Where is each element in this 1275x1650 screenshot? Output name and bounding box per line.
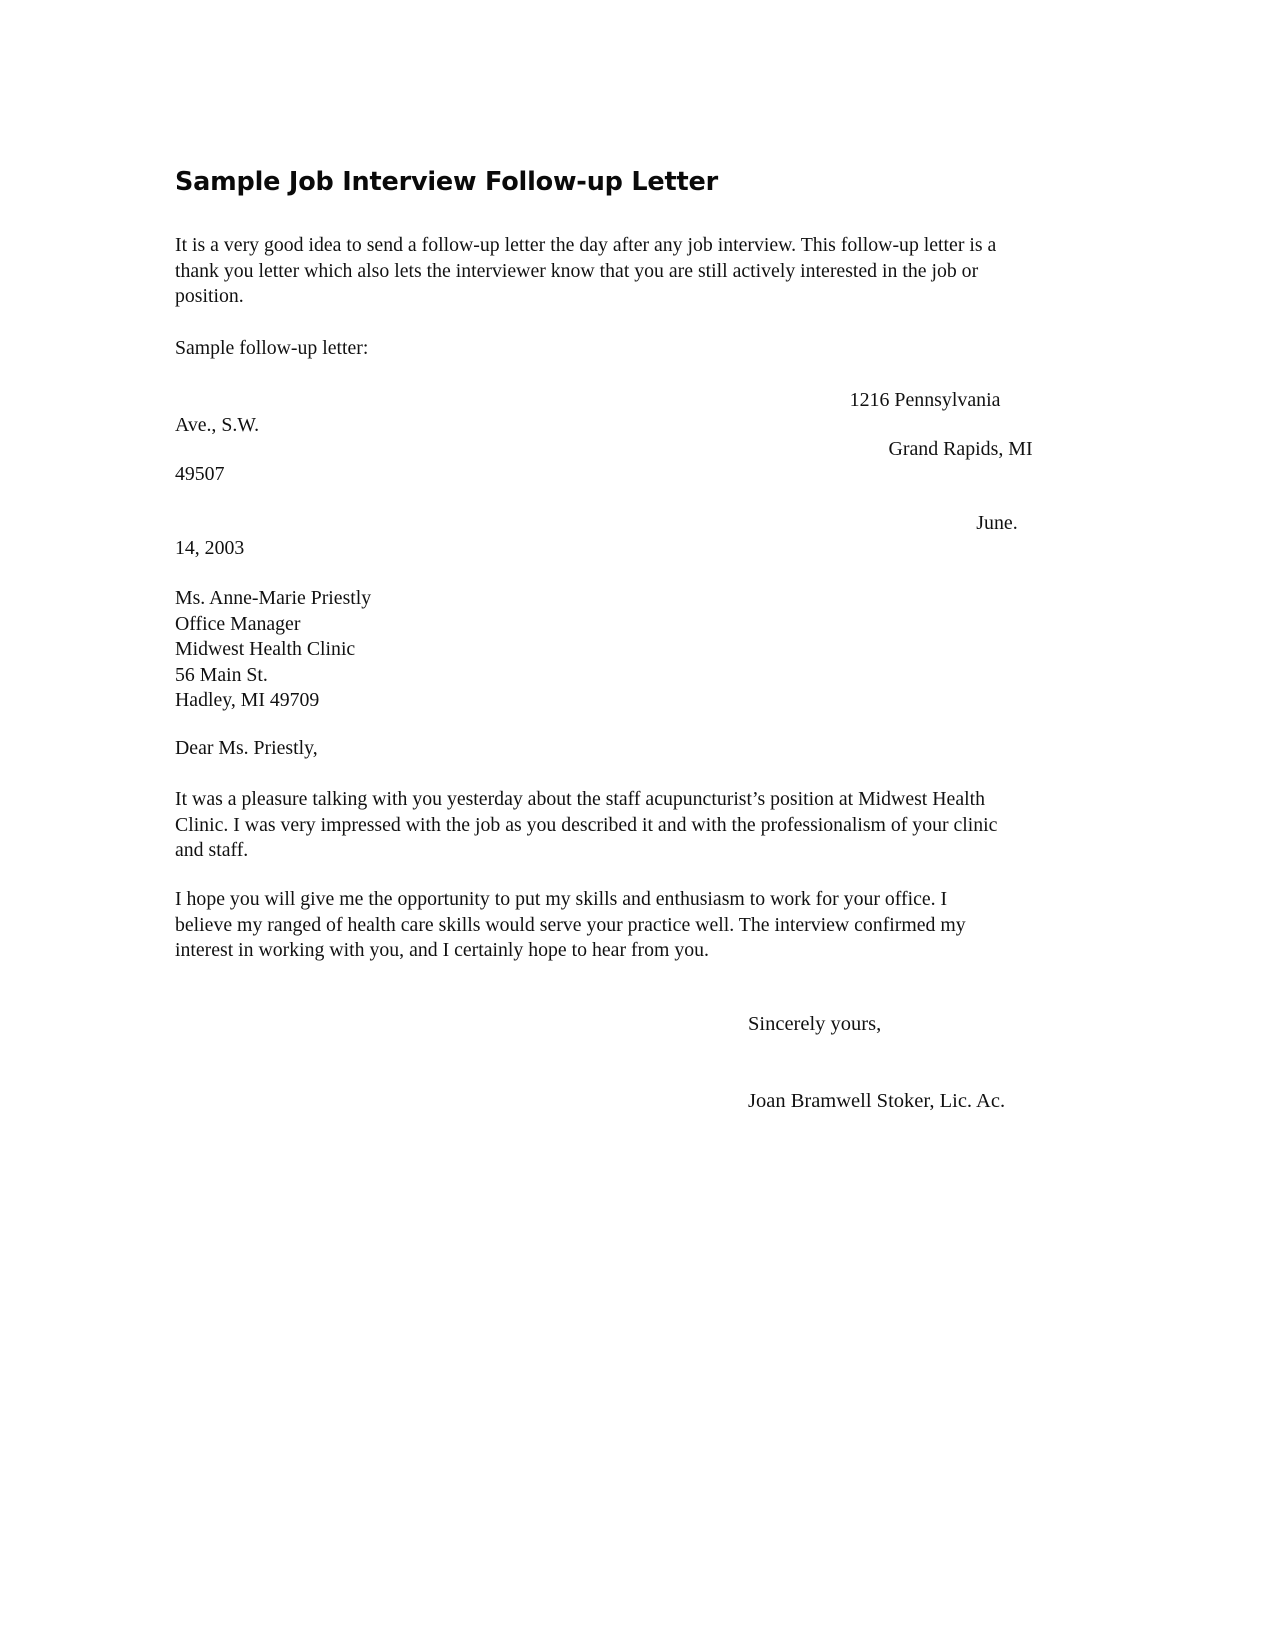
- sender-address-line-2: Ave., S.W.: [175, 414, 260, 436]
- recipient-city-state-zip: Hadley, MI 49709: [175, 689, 320, 711]
- recipient-street: 56 Main St.: [175, 663, 268, 686]
- closing-line: Sincerely yours,: [748, 1013, 882, 1035]
- recipient-name: Ms. Anne-Marie Priestly: [175, 587, 372, 609]
- page-title: Sample Job Interview Follow-up Letter: [175, 167, 718, 198]
- sender-address-line-3: Grand Rapids, MI: [888, 438, 1033, 460]
- recipient-job-title: Office Manager: [175, 612, 301, 635]
- sample-follow-up-label: Sample follow-up letter:: [175, 337, 369, 359]
- body-paragraph-2: I hope you will give me the opportunity to put my skills and enthusiasm to work for your office. I believe my ranged of health care skills would serve your practice well. The interview confirmed my interest in working with you, and I certainly hope to hear from you.: [175, 888, 966, 961]
- recipient-organization: Midwest Health Clinic: [175, 638, 356, 660]
- letter-date-line-2: 14, 2003: [175, 537, 245, 559]
- body-paragraph-1: It was a pleasure talking with you yesterday about the staff acupuncturist’s position at Midwest Health Clinic. I was very impressed with the job as you described it and with the professionalism of your clinic and staff.: [175, 788, 998, 861]
- letter-date-line-1: June.: [976, 512, 1018, 534]
- recipient-address-block: [175, 586, 1003, 714]
- signature-line: Joan Bramwell Stoker, Lic. Ac.: [748, 1090, 1006, 1112]
- sender-address-line-1: 1216 Pennsylvania: [849, 389, 1000, 411]
- salutation: Dear Ms. Priestly,: [175, 737, 318, 759]
- sender-address-line-4: 49507: [175, 463, 225, 485]
- intro-paragraph: It is a very good idea to send a follow-up letter the day after any job interview. This follow-up letter is a thank you letter which also lets the interviewer know that you are still actively interested in the job or position.: [175, 234, 997, 307]
